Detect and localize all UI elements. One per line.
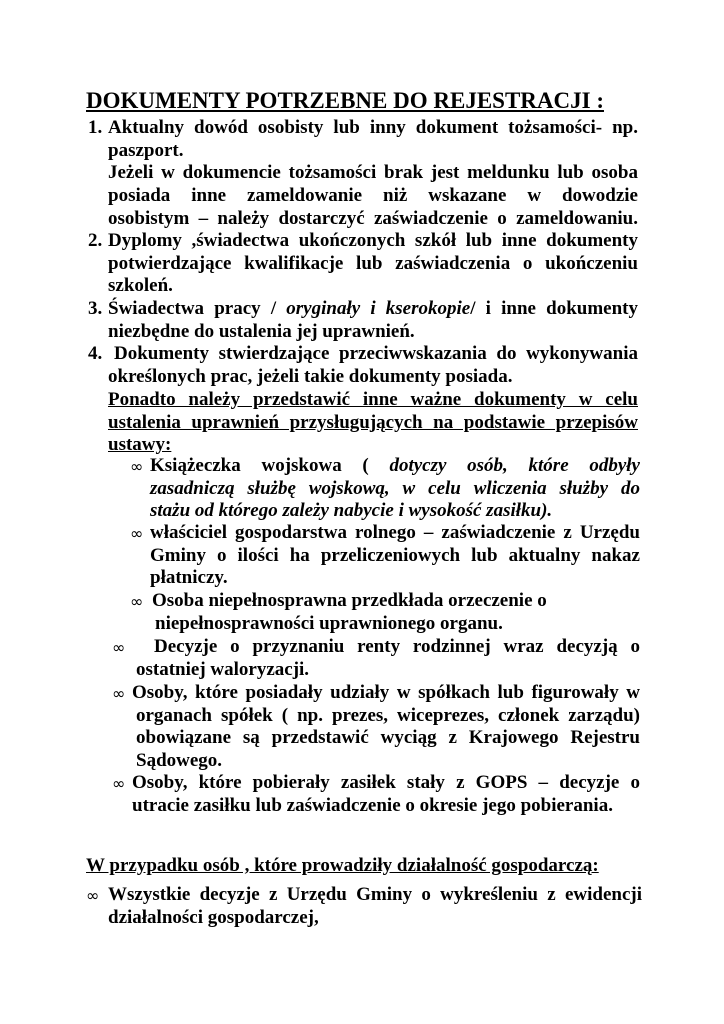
item-text-line: Jeżeli w dokumencie tożsamości brak jest meldunku lub osoba [108, 162, 638, 184]
item-text-line: paszport. [108, 139, 184, 161]
bullet-text-line: Osoba niepełnosprawna przedkłada orzeczenie o [152, 590, 547, 611]
item-text-line: potwierdzające kwalifikacje lub zaświadczenia o ukończeniu [108, 252, 638, 274]
item-text-part: Świadectwa pracy / [108, 298, 287, 319]
infinity-bullet-icon: ∞ [130, 457, 144, 476]
item-text-line: Dyplomy ,świadectwa ukończonych szkół lub inne dokumenty [108, 230, 638, 251]
bullet-text-line: obowiązane są przedstawić wyciąg z Krajowego Rejestru [136, 727, 640, 749]
bullet-text-line: niepełnosprawności uprawnionego organu. [155, 612, 503, 634]
additional-docs-heading [108, 389, 638, 457]
item-text-line [108, 298, 638, 321]
item-text-line: posiada inne zameldowanie niż wskazane w dowodzie [108, 185, 638, 207]
list-item-4 [88, 343, 638, 388]
bullet-text-line: organach spółek ( np. prezes, wiceprezes, członek zarządu) [136, 704, 640, 726]
item-text-line: niezbędne do ustalenia jej uprawnień. [108, 320, 415, 342]
bullet-text-line: ostatniej waloryzacji. [136, 658, 310, 680]
bullet-text-line: Gminy o ilości ha przeliczeniowych lub aktualny nakaz [150, 544, 640, 566]
list-number: 3. [88, 298, 103, 319]
bullet-item-1 [130, 455, 640, 523]
item-text-line: szkoleń. [108, 275, 173, 297]
business-heading [86, 855, 646, 878]
bullet-item-4 [112, 636, 640, 681]
heading-line: W przypadku osób , które prowadziły działalność gospodarczą: [86, 855, 599, 876]
page-title: DOKUMENTY POTRZEBNE DO REJESTRACJI : [86, 88, 604, 113]
bullet-text-part: Książeczka wojskowa ( [150, 455, 390, 476]
heading-line: ustawy: [108, 434, 172, 456]
item-text-line: Dokumenty stwierdzające przeciwwskazania do wykonywania [114, 343, 638, 364]
business-bullet-item-1 [86, 884, 642, 929]
infinity-bullet-icon: ∞ [112, 638, 126, 657]
bullet-text-line: właściciel gospodarstwa rolnego – zaświadczenie z Urzędu [150, 522, 640, 543]
infinity-bullet-icon: ∞ [112, 684, 126, 703]
list-item-2 [88, 230, 638, 298]
bullet-text-italic: dotyczy osób, które odbyły [389, 455, 640, 476]
list-item-3 [88, 298, 638, 343]
bullet-text-line: Wszystkie decyzje z Urzędu Gminy o wykreśleniu z ewidencji [108, 884, 642, 905]
bullet-item-6 [112, 772, 640, 817]
bullet-text-line: Osoby, które posiadały udziały w spółkach lub figurowały w [132, 682, 640, 703]
heading-line: Ponadto należy przedstawić inne ważne dokumenty w celu [108, 389, 638, 410]
bullet-text-line: Decyzje o przyznaniu renty rodzinnej wraz decyzją o [154, 636, 640, 657]
item-text-line: określonych prac, jeżeli takie dokumenty posiada. [108, 365, 513, 387]
item-text-italic: oryginały i kserokopie [286, 298, 471, 319]
item-text-part: / i inne dokumenty [470, 298, 638, 319]
infinity-bullet-icon: ∞ [130, 524, 144, 543]
list-number: 2. [88, 230, 103, 251]
bullet-item-3 [130, 590, 640, 635]
bullet-text-line: płatniczy. [150, 567, 228, 589]
heading-line: ustalenia uprawnień przysługujących na podstawie przepisów [108, 411, 638, 433]
bullet-text-line: zasadniczą służbę wojskową, w celu wliczenia służby do [150, 477, 640, 499]
bullet-text-line: Sądowego. [136, 750, 223, 772]
bullet-text-line: Osoby, które pobierały zasiłek stały z GOPS – decyzje o [132, 772, 640, 793]
bullet-text-line: stażu od którego zależy nabycie i wysokość zasiłku). [150, 500, 553, 522]
bullet-text-line: działalności gospodarczej, [108, 906, 319, 928]
list-number: 4. [88, 343, 103, 364]
list-number: 1. [88, 117, 103, 138]
infinity-bullet-icon: ∞ [112, 774, 126, 793]
bullet-text-line: utracie zasiłku lub zaświadczenie o okresie jego pobierania. [132, 794, 613, 816]
bullet-item-5 [112, 682, 640, 773]
bullet-text-line [150, 455, 640, 478]
infinity-bullet-icon: ∞ [130, 592, 144, 611]
list-item-1 [88, 117, 638, 231]
item-text-line: osobistym – należy dostarczyć zaświadczenie o zameldowaniu. [108, 207, 638, 229]
item-text-line: Aktualny dowód osobisty lub inny dokument tożsamości- np. [108, 117, 638, 138]
infinity-bullet-icon: ∞ [86, 886, 100, 905]
bullet-item-2 [130, 522, 640, 590]
